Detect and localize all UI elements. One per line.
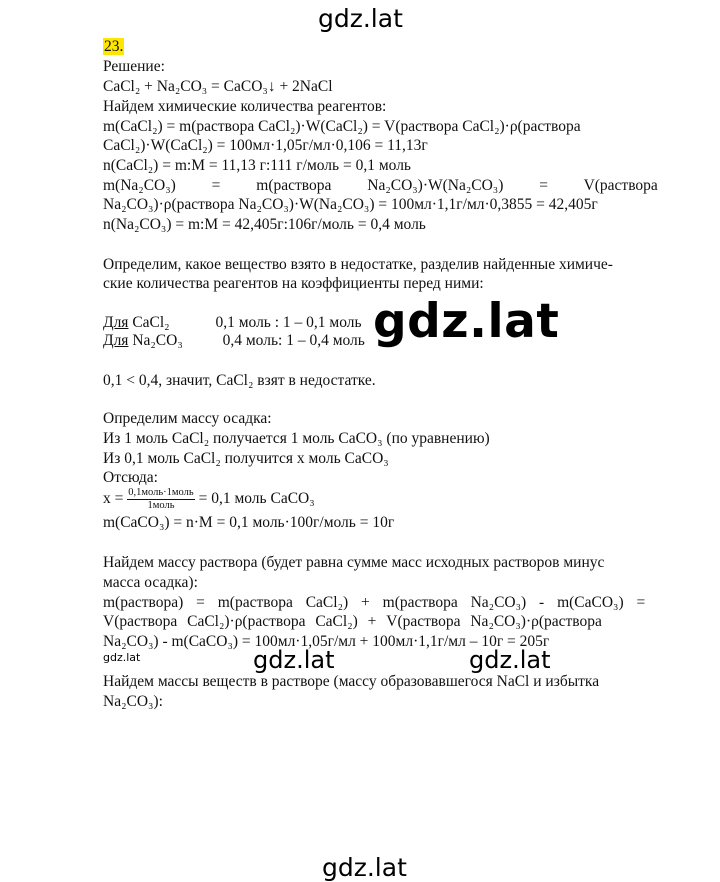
for-label: Для: [103, 314, 129, 331]
watermark-middle: gdz.lat: [373, 294, 560, 349]
cacl2-formula: CaCl₂: [132, 314, 170, 331]
watermark-right: gdz.lat: [469, 646, 551, 674]
problem-number: 23.: [104, 38, 124, 55]
mass-na2co3-line-2: Na₂CO₃)·ρ(раствора Na₂CO₃)·W(Na₂CO₃) = 100мл·1,1г/мл·0,3855 = 42,405г: [103, 196, 598, 213]
masses-line-2: Na₂CO₃):: [103, 693, 163, 710]
reaction-equation: CaCl₂ + Na₂CO₃ = CaCO₃↓ + 2NaCl: [103, 78, 333, 95]
x-prefix: х =: [103, 490, 124, 508]
find-amounts-heading: Найдем химические количества реагентов:: [103, 98, 387, 115]
watermark-top: gdz.lat: [318, 4, 403, 33]
from-point-one-mole: Из 0,1 моль CaCl₂ получится х моль CaCO₃: [103, 450, 389, 467]
solution-mass-formula-3: Na₂CO₃) - m(CaCO₃) = 100мл·1,05г/мл + 100мл·1,1г/мл – 10г = 205г: [103, 633, 550, 650]
ratio-cacl2-row: [103, 314, 362, 332]
x-result: = 0,1 моль CaCO₃: [198, 490, 315, 508]
x-formula: [103, 487, 315, 512]
mass-cacl2-line-2: CaCl₂)·W(CaCl₂) = 100мл·1,05г/мл·0,106 = 11,13г: [103, 137, 428, 154]
comparison: 0,1 < 0,4, значит, CaCl₂ взят в недостатке.: [103, 372, 376, 389]
mass-cacl2-line-1: m(CaCl₂) = m(раствора CaCl₂)·W(CaCl₂) = V(раствора CaCl₂)·ρ(раствора: [103, 118, 581, 135]
ratio-na2co3-row: [103, 332, 365, 350]
na2co3-ratio: 0,4 моль: 1 – 0,4 моль: [222, 332, 365, 349]
solution-label: Решение:: [103, 58, 165, 75]
determine-paragraph-line-1: Определим, какое вещество взято в недостатке, разделив найденные химиче-: [103, 256, 613, 273]
for-label: Для: [103, 332, 129, 349]
cacl2-ratio: 0,1 моль : 1 – 0,1 моль: [215, 314, 362, 331]
watermark-left: gdz.lat: [253, 646, 335, 674]
precipitate-heading: Определим массу осадка:: [103, 410, 272, 427]
x-numerator: 0,1моль·1моль: [128, 487, 194, 498]
x-fraction: [127, 487, 194, 512]
determine-paragraph-line-2: ские количества реагентов на коэффициенты перед ними:: [103, 275, 484, 292]
watermark-bottom: gdz.lat: [322, 853, 407, 882]
watermark-small: gdz.lat: [103, 651, 141, 664]
amount-na2co3: n(Na₂CO₃) = m:M = 42,405г:106г/моль = 0,4 моль: [103, 216, 426, 233]
masses-line-1: Найдем массы веществ в растворе (массу образовавшегося NaCl и избытка: [103, 673, 600, 690]
solution-mass-formula-2: V(раствора CaCl₂)·ρ(раствора CaCl₂) + V(раствора Na₂CO₃)·ρ(раствора: [103, 613, 602, 630]
solution-mass-formula-1: m(раствора) = m(раствора CaCl₂) + m(раствора Na₂CO₃) - m(CaCO₃) =: [103, 594, 646, 611]
x-denominator: 1моль: [147, 500, 175, 511]
mass-na2co3-line-1: m(Na₂CO₃) = m(раствора Na₂CO₃)·W(Na₂CO₃) = V(раствора: [103, 177, 658, 194]
solution-mass-line-1: Найдем массу раствора (будет равна сумме масс исходных растворов минус: [103, 554, 605, 571]
hence-label: Отсюда:: [103, 469, 158, 486]
na2co3-formula: Na₂CO₃: [132, 332, 183, 349]
mass-caco3: m(CaCO₃) = n·M = 0,1 моль·100г/моль = 10г: [103, 514, 395, 531]
amount-cacl2: n(CaCl₂) = m:M = 11,13 г:111 г/моль = 0,1 моль: [103, 157, 412, 174]
solution-mass-line-2: масса осадка):: [103, 574, 198, 591]
from-one-mole: Из 1 моль CaCl₂ получается 1 моль CaCO₃ (по уравнению): [103, 430, 490, 447]
